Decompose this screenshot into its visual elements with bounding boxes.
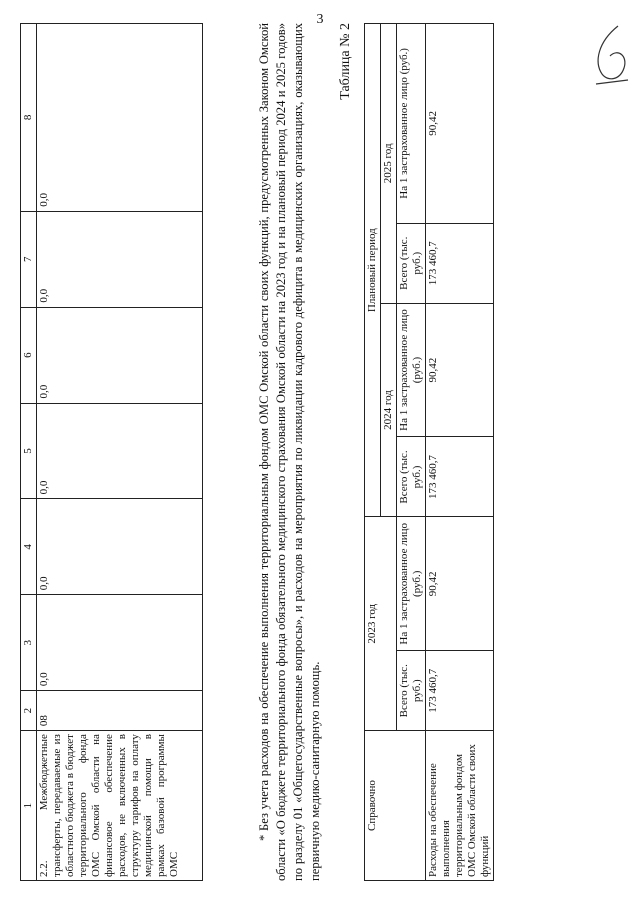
total-header: Всего (тыс. руб.) bbox=[397, 437, 426, 517]
cell-value: 0,0 bbox=[37, 24, 203, 212]
table-row bbox=[426, 24, 494, 881]
page-number: 3 bbox=[316, 12, 324, 27]
col-header: 4 bbox=[21, 499, 37, 595]
col-header: 6 bbox=[21, 307, 37, 403]
col-header: 2 bbox=[21, 691, 37, 731]
year-2024-header: 2024 год bbox=[381, 303, 397, 517]
cell-value: 173 460,7 bbox=[426, 223, 494, 303]
col-header: 3 bbox=[21, 595, 37, 691]
cell-value: 173 460,7 bbox=[426, 437, 494, 517]
cell-value: 0,0 bbox=[37, 595, 203, 691]
cell-value: 90,42 bbox=[426, 24, 494, 224]
col-header: 5 bbox=[21, 403, 37, 499]
rotated-content bbox=[20, 23, 620, 881]
cell-value: 0,0 bbox=[37, 403, 203, 499]
cell-value: 90,42 bbox=[426, 303, 494, 437]
row-label: Расходы на обеспечение выполнения территориальным фондом ОМС Омской области своих функций bbox=[426, 731, 494, 881]
col-header: 7 bbox=[21, 211, 37, 307]
footnote bbox=[256, 23, 324, 881]
cell-value: 0,0 bbox=[37, 307, 203, 403]
cell-value: 90,42 bbox=[426, 517, 494, 651]
reference-table bbox=[364, 23, 494, 881]
row-code: 08 bbox=[37, 691, 203, 731]
per-person-header: На 1 застрахованное лицо (руб.) bbox=[397, 24, 426, 224]
cell-value: 0,0 bbox=[37, 499, 203, 595]
per-person-header: На 1 застрахованное лицо (руб.) bbox=[397, 303, 426, 437]
expenses-table bbox=[20, 23, 203, 881]
footnote-text: * Без учета расходов на обеспечение выполнения территориальным фондом ОМС Омской области своих функций, предусмотренных Законом Омской области «О бюджете территориального фонда обязательного медицинского страхования Омской области на 2023 год и на плановый период 2024 и 2025 годов» по разделу 01 «Общегосударственные вопросы», и расходов на мероприятия по ликвидации кадрового дефицита в медицинских организациях, оказывающих первичную медико-санитарную помощь. bbox=[257, 23, 322, 881]
plan-period-header: Плановый период bbox=[365, 24, 381, 517]
row-name: 2.2. Межбюджетные трансферты, передаваемые из областного бюджета в бюджет территориального фонда ОМС Омской области на финансовое обеспечение расходов, не включенных в структуру тарифов на оплату медицинской помощи в рамках базовой программы ОМС bbox=[37, 731, 203, 881]
per-person-header: На 1 застрахованное лицо (руб.) bbox=[397, 517, 426, 651]
year-2023-header: 2023 год bbox=[365, 517, 397, 731]
table-header-row bbox=[21, 24, 37, 881]
table2-title: Таблица № 2 bbox=[338, 23, 353, 100]
cell-value: 0,0 bbox=[37, 211, 203, 307]
col-header: 1 bbox=[21, 731, 37, 881]
col-header: 8 bbox=[21, 24, 37, 212]
total-header: Всего (тыс. руб.) bbox=[397, 651, 426, 731]
total-header: Всего (тыс. руб.) bbox=[397, 223, 426, 303]
year-2025-header: 2025 год bbox=[381, 24, 397, 304]
table-row bbox=[37, 24, 203, 881]
ref-header: Справочно bbox=[365, 731, 426, 881]
cell-value: 173 460,7 bbox=[426, 651, 494, 731]
